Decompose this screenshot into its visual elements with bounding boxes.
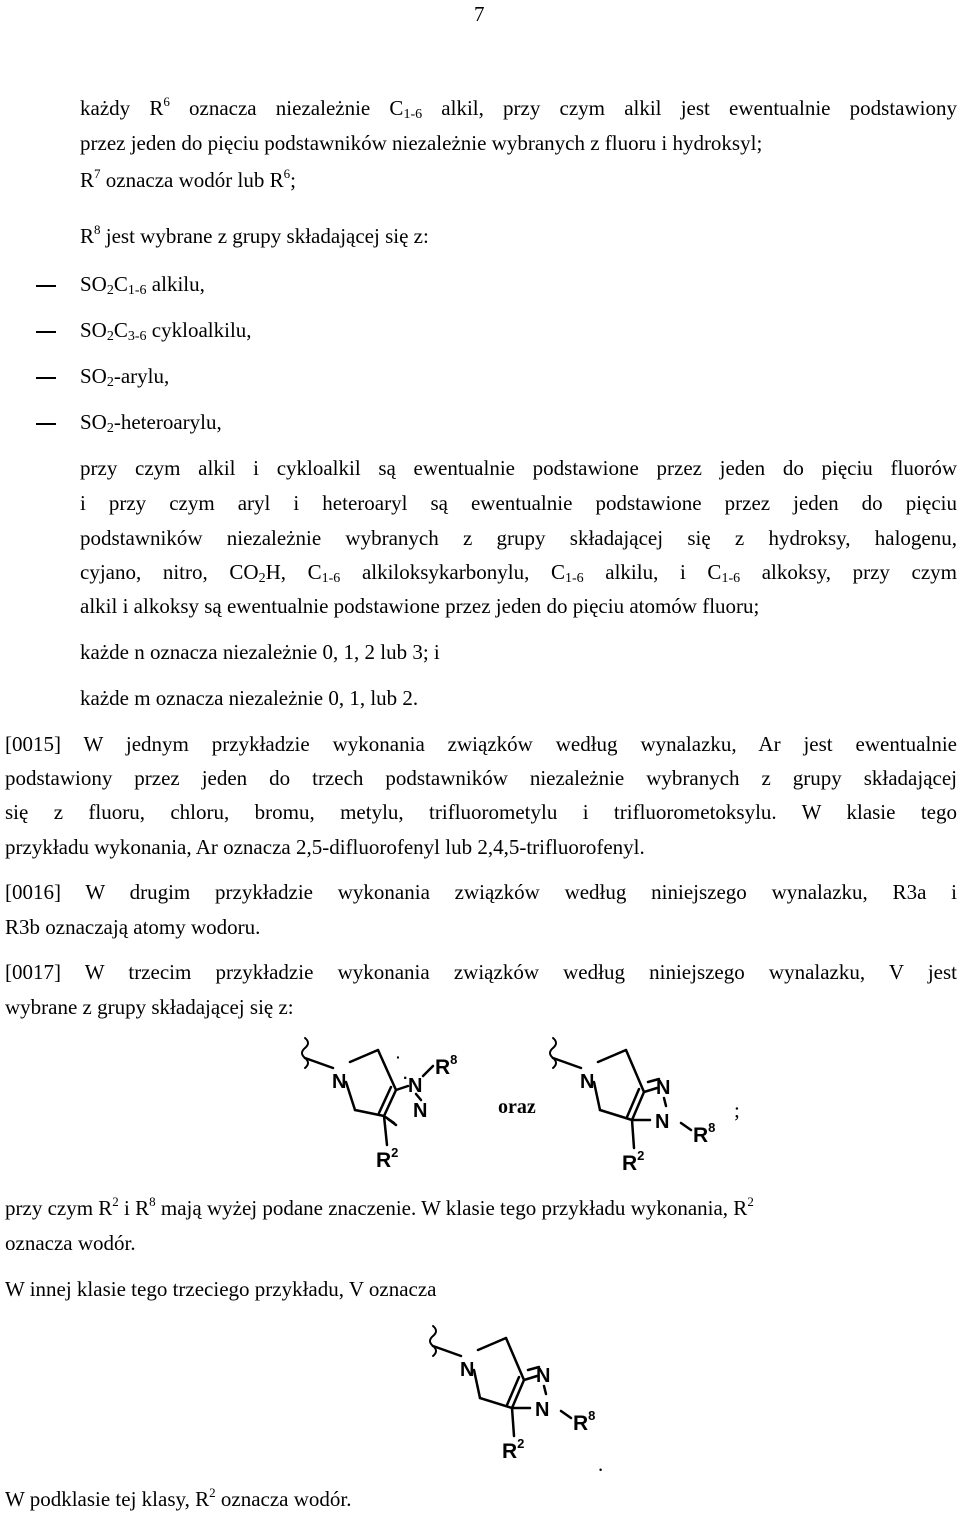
r2-label: $R^2$ — [376, 1145, 399, 1172]
text-line: cyjano, nitro, $CO_2H$, $C_{1-6}$ alkiloksykarbonylu, $C_{1-6}$ alkilu, i $C_{1-6}$ alkoksy, przy czym — [80, 560, 957, 586]
nitrogen-label: N — [460, 1359, 475, 1381]
text-line: przy czym alkil i cykloalkil są ewentualnie podstawione przez jeden do pięciu fluorów — [80, 456, 957, 480]
nitrogen-label: N — [535, 1399, 550, 1421]
structure-2-r8-isomer — [538, 1030, 748, 1180]
text-line: każde m oznacza niezależnie 0, 1, lub 2. — [80, 686, 419, 710]
paragraph-0016-line: R3b oznaczają atomy wodoru. — [5, 915, 261, 939]
radical-dot: · — [396, 1049, 401, 1065]
text-line: podstawników niezależnie wybranych z grupy składającej się z hydroksy, halogenu, — [80, 526, 957, 550]
list-item: $SO_2$-arylu, — [80, 364, 170, 390]
nitrogen-label: N — [655, 1111, 670, 1133]
nitrogen-label: N — [580, 1071, 595, 1093]
page-number: 7 — [474, 2, 485, 26]
text-line: alkil i alkoksy są ewentualnie podstawione przez jeden do pięciu atomów fluoru; — [80, 594, 760, 618]
paragraph-0015-line: przykładu wykonania, Ar oznacza 2,5-difluorofenyl lub 2,4,5-trifluorofenyl. — [5, 835, 645, 859]
structure-3-r8-isomer — [418, 1318, 628, 1468]
text-line: W podklasie tej klasy, $R^2$ oznacza wodór. — [5, 1485, 352, 1511]
paragraph-0015-line: podstawiony przez jeden do trzech podstawników niezależnie wybranych z grupy składającej — [5, 766, 957, 790]
list-item: $SO_2C_{3-6}$ cykloalkilu, — [80, 318, 252, 344]
list-dash — [36, 423, 56, 425]
text-line: każdy $R^6$ oznacza niezależnie $C_{1-6}$ alkil, przy czym alkil jest ewentualnie podstawiony — [80, 94, 958, 122]
paragraph-0016-line: [0016] W drugim przykładzie wykonania związków według niniejszego wynalazku, R3a i — [5, 880, 957, 904]
nitrogen-label: N — [413, 1100, 428, 1122]
nitrogen-label: N — [656, 1077, 671, 1099]
text-line: przez jeden do pięciu podstawników niezależnie wybranych z fluoru i hydroksyl; — [80, 131, 763, 155]
semicolon: ; — [734, 1098, 740, 1122]
r8-label: $R^8$ — [435, 1052, 458, 1079]
paragraph-0015-line: się z fluoru, chloru, bromu, metylu, trifluorometylu i trifluorometoksylu. W klasie tego — [5, 800, 957, 824]
nitrogen-label: N — [536, 1365, 551, 1387]
text-line: przy czym $R^2$ i $R^8$ mają wyżej podane znaczenie. W klasie tego przykładu wykonania, $R^2$ — [5, 1194, 754, 1220]
oraz-label: oraz — [498, 1096, 536, 1118]
text-line: W innej klasie tego trzeciego przykładu, V oznacza — [5, 1277, 437, 1301]
nitrogen-label: N — [408, 1075, 423, 1097]
r2-label: $R^2$ — [502, 1436, 525, 1463]
list-dash — [36, 331, 56, 333]
r2-label: $R^2$ — [622, 1148, 645, 1175]
paragraph-0017-line: wybrane z grupy składającej się z: — [5, 995, 294, 1019]
paragraph-0015-line: [0015] W jednym przykładzie wykonania związków według wynalazku, Ar jest ewentualnie — [5, 732, 957, 756]
r8-label: $R^8$ — [693, 1120, 716, 1147]
nitrogen-label: N — [332, 1071, 347, 1093]
text-line: $R^8$ jest wybrane z grupy składającej się z: — [80, 222, 429, 248]
text-line: $R^7$ oznacza wodór lub $R^6$; — [80, 166, 296, 192]
text-line: i przy czym aryl i heteroaryl są ewentualnie podstawione przez jeden do pięciu — [80, 491, 957, 515]
period: . — [598, 1452, 604, 1476]
r8-label: $R^8$ — [573, 1408, 596, 1435]
structure-1-r8-isomer — [290, 1030, 480, 1180]
list-dash — [36, 285, 56, 287]
text-line: oznacza wodór. — [5, 1231, 136, 1255]
paragraph-0017-line: [0017] W trzecim przykładzie wykonania związków według niniejszego wynalazku, V jest — [5, 960, 957, 984]
list-dash — [36, 377, 56, 379]
radical-dot: · — [403, 1070, 409, 1087]
list-item: $SO_2$-heteroarylu, — [80, 410, 222, 436]
text-line: każde n oznacza niezależnie 0, 1, 2 lub 3; i — [80, 640, 440, 664]
list-item: $SO_2C_{1-6}$ alkilu, — [80, 272, 205, 298]
